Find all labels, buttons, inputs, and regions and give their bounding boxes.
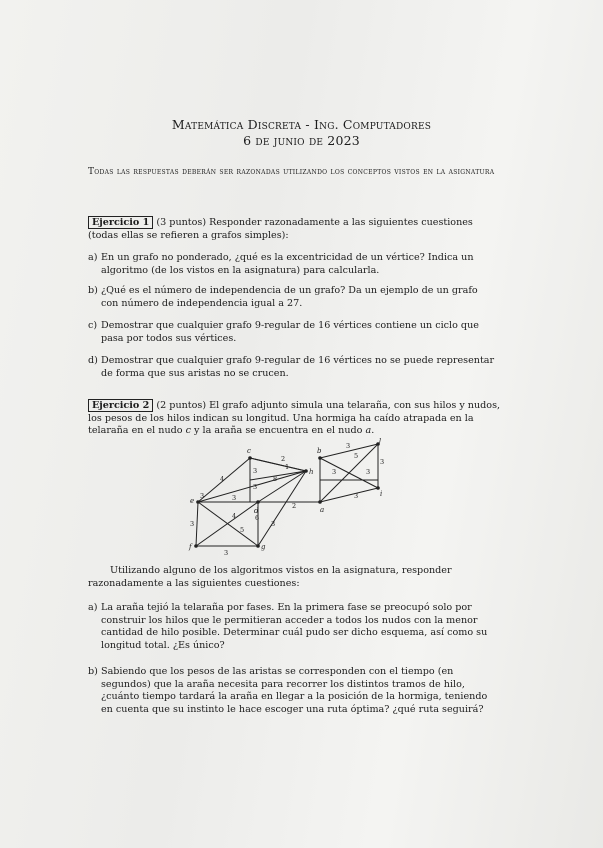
exercise1-item-a [88, 252, 498, 277]
item-text: ¿Qué es el número de independencia de un grafo? Da un ejemplo de un grafo con número de independencia igual a 27. [101, 285, 478, 309]
node-label-g: g [261, 543, 266, 551]
node-f [194, 544, 198, 548]
exercise1-item-c [88, 320, 498, 345]
weight-label: 3 [224, 549, 229, 556]
instructions: Todas las respuestas deberán ser razonadas utilizando los conceptos vistos en la asignatura [88, 167, 495, 177]
node-c-ref: c [185, 425, 191, 436]
node-a-ref: a [365, 425, 372, 436]
weight-label: 5 [354, 452, 359, 460]
exercise1-label: Ejercicio 1 [88, 216, 153, 229]
edge-weights [190, 442, 384, 556]
node-label-i: i [380, 490, 383, 498]
node-d [256, 500, 260, 504]
weight-label: 2 [292, 502, 297, 510]
node-label-a: a [320, 506, 325, 514]
node-a [318, 500, 322, 504]
edge-e-h [198, 471, 306, 502]
exercise2-item-a [88, 602, 498, 652]
node-label-j: j [379, 438, 382, 444]
exercise2-after: Utilizando alguno de los algoritmos vistos en la asignatura, responder razonadamente a las siguientes cuestiones: [88, 565, 452, 589]
node-g [256, 544, 260, 548]
item-letter: d) [88, 355, 98, 366]
weight-label: 3 [346, 442, 351, 450]
weight-label: 4 [232, 512, 237, 520]
node-label-b: b [317, 447, 322, 455]
exercise1-item-b [88, 285, 498, 310]
weight-label: 3 [253, 483, 258, 491]
weight-label: 5 [240, 526, 245, 534]
exercise2-intro-end: . [371, 425, 375, 436]
node-label-d: d [254, 507, 259, 515]
node-e [196, 500, 200, 504]
item-text: Demostrar que cualquier grafo 9-regular de 16 vértices no se puede representar de forma que sus aristas no se crucen. [101, 355, 495, 379]
exercise1-intro: (3 puntos) Responder razonadamente a las siguientes cuestiones (todas ellas se refieren a grafos simples): [88, 217, 473, 241]
node-c [248, 456, 252, 460]
exercise2-intro-pre: (2 puntos) El grafo adjunto simula una telaraña, con sus hilos y nudos, los pesos de los hilos indican su longitud. Una hormiga ha caído atrapada en la telaraña en el nudo [88, 400, 501, 436]
weight-label: 3 [332, 468, 337, 476]
exercise1-header [88, 217, 504, 242]
weight-label: 3 [232, 494, 237, 502]
weight-label: 3 [200, 492, 205, 500]
graph-edges [196, 444, 378, 546]
item-text: En un grafo no ponderado, ¿qué es la excentricidad de un vértice? Indica un algoritmo (de los vistos en la asignatura) para calcularla. [101, 252, 474, 276]
weight-label: 2 [281, 455, 286, 463]
weight-label: 3 [253, 467, 258, 475]
item-letter: b) [88, 285, 98, 296]
item-text: Demostrar que cualquier grafo 9-regular de 16 vértices contiene un ciclo que pasa por todos sus vértices. [101, 320, 479, 344]
spider-web-graph [180, 438, 400, 556]
weight-label: 4 [220, 475, 225, 483]
item-text: La araña tejió la telaraña por fases. En la primera fase se preocupó solo por construir los hilos que le permitieran acceder a todos los nudos con la menor cantidad de hilo posible. Determinar cuál pudo ser dicho esquema, así como su longitud total. ¿Es único? [101, 602, 488, 651]
edge-d-h [258, 471, 306, 502]
exercise1-item-d [88, 355, 498, 380]
exam-title: Matemática Discreta - Ing. Computadores [171, 117, 432, 132]
edge-a-i [320, 488, 378, 502]
exercise2-label: Ejercicio 2 [88, 399, 153, 412]
node-h [304, 469, 308, 473]
item-letter: a) [88, 252, 98, 263]
node-label-h: h [309, 468, 314, 476]
weight-label: 3 [271, 520, 276, 528]
weight-label: 1 [285, 463, 290, 471]
weight-label: 3 [380, 458, 385, 466]
item-letter: a) [88, 602, 98, 613]
exercise2-item-b [88, 666, 498, 716]
node-b [318, 456, 322, 460]
weight-label: 3 [366, 468, 371, 476]
node-label-e: e [190, 497, 195, 505]
weight-label: 6 [255, 514, 260, 522]
weight-label: 3 [354, 492, 359, 500]
edge-e-f [196, 502, 198, 546]
item-letter: b) [88, 666, 98, 677]
node-label-f: f [189, 543, 192, 551]
exercise2-header [88, 400, 504, 438]
exam-date: 6 de junio de 2023 [243, 133, 360, 148]
weight-label: 3 [190, 520, 195, 528]
exercise2-intro-mid: y la araña se encuentra en el nudo [190, 425, 366, 436]
item-text: Sabiendo que los pesos de las aristas se corresponden con el tiempo (en segundos) que la araña necesita para recorrer los distintos tramos de hilo, ¿cuánto tiempo tardará la araña en llegar a la posición de la hormiga, teniendo en cuenta que su instinto le hace escoger una ruta óptima? ¿qué ruta seguirá? [101, 666, 488, 715]
node-label-c: c [247, 447, 251, 455]
item-letter: c) [88, 320, 98, 331]
weight-label: 8 [273, 475, 278, 483]
